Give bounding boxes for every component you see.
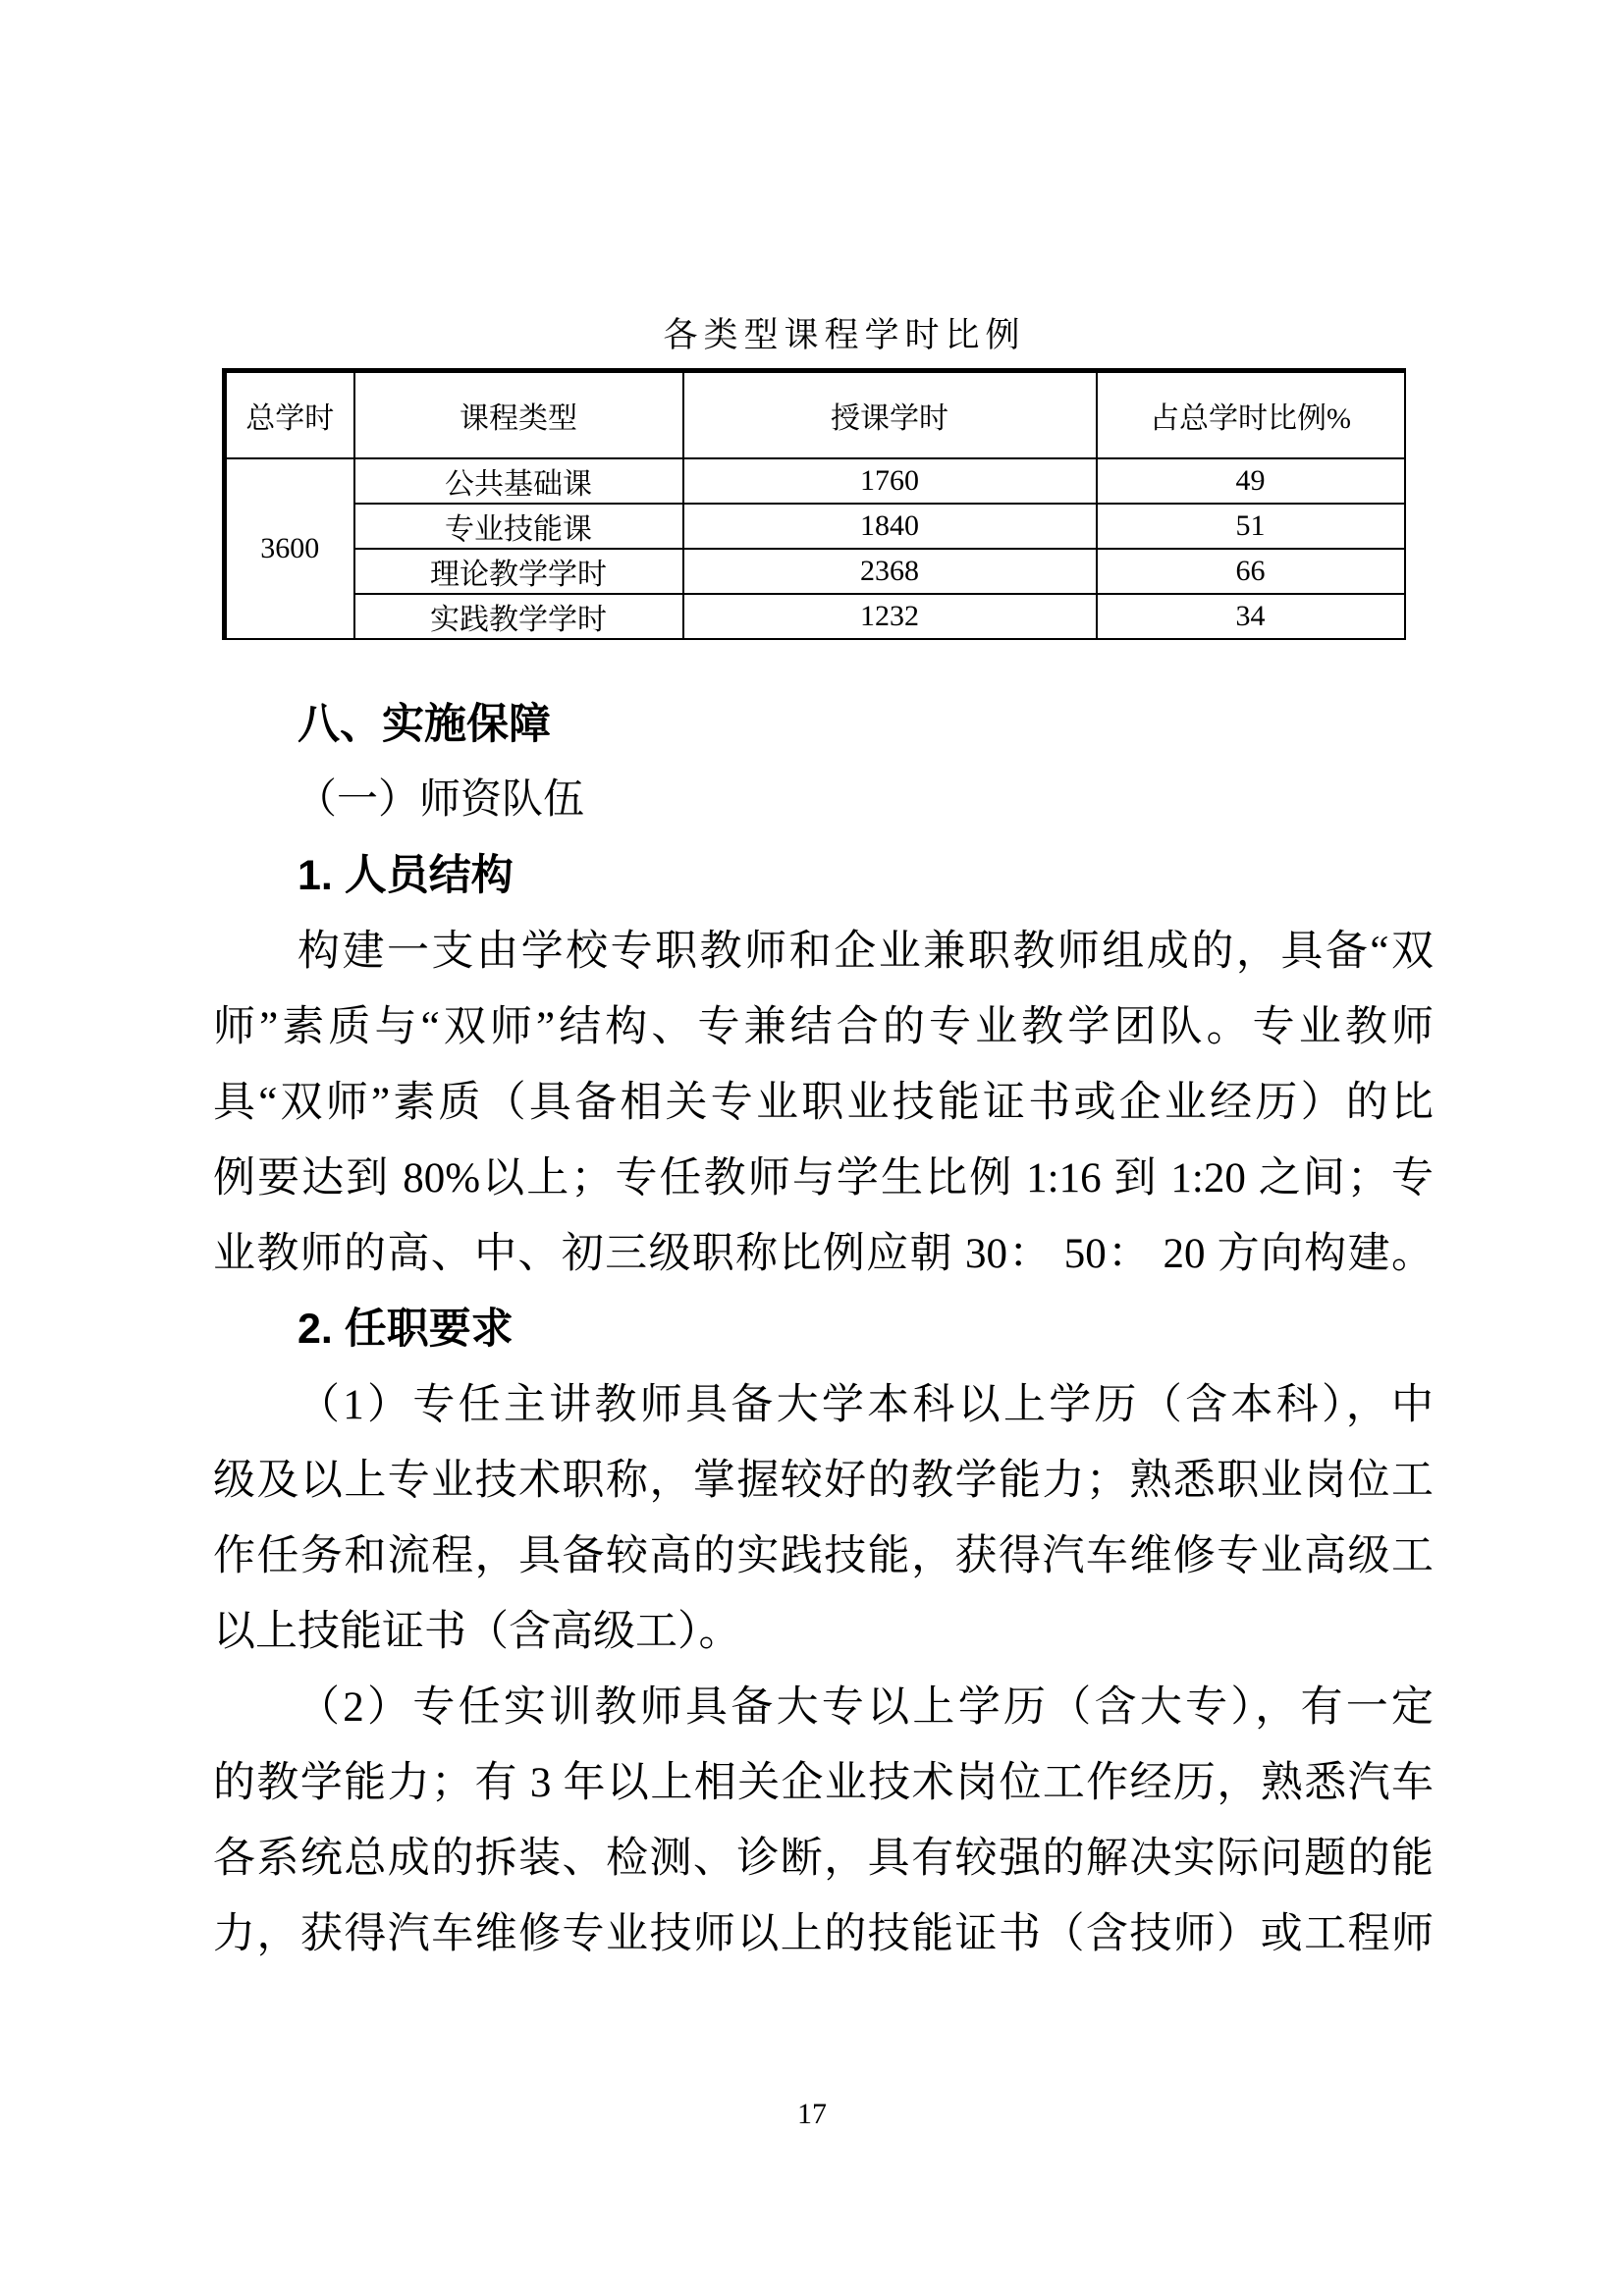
- cell-hours: 1840: [683, 504, 1097, 549]
- header-total-hours: 总学时: [225, 371, 354, 458]
- paragraph-line: 力，获得汽车维修专业技师以上的技能证书（含技师）或工程师: [213, 1911, 1434, 1957]
- table-row: [225, 549, 1405, 594]
- cell-course-type: 理论教学学时: [354, 549, 683, 594]
- item-heading-1: 1. 人员结构: [298, 852, 514, 899]
- paragraph-line: 具“双师”素质（具备相关专业职业技能证书或企业经历）的比: [213, 1080, 1434, 1126]
- paragraph-line: （2）专任实训教师具备大专以上学历（含大专），有一定: [298, 1684, 1434, 1731]
- cell-course-type: 实践教学学时: [354, 594, 683, 639]
- paragraph-line: 例要达到 80%以上；专任教师与学生比例 1:16 到 1:20 之间；专: [213, 1155, 1434, 1201]
- cell-percent: 49: [1097, 458, 1405, 504]
- cell-hours: 1232: [683, 594, 1097, 639]
- cell-percent: 51: [1097, 504, 1405, 549]
- paragraph-line: 业教师的高、中、初三级职称比例应朝 30： 50： 20 方向构建。: [213, 1231, 1434, 1277]
- paragraph-line: （1）专任主讲教师具备大学本科以上学历（含本科），中: [298, 1382, 1434, 1428]
- paragraph-line: 作任务和流程，具备较高的实践技能，获得汽车维修专业高级工: [213, 1533, 1434, 1579]
- paragraph-line: 各系统总成的拆装、检测、诊断，具有较强的解决实际问题的能: [213, 1836, 1434, 1882]
- page-number: 17: [797, 2098, 827, 2130]
- cell-percent: 34: [1097, 594, 1405, 639]
- cell-course-type: 公共基础课: [354, 458, 683, 504]
- cell-hours: 2368: [683, 549, 1097, 594]
- subsection-heading: （一）师资队伍: [296, 777, 585, 823]
- table-row: [225, 504, 1405, 549]
- paragraph-line: 构建一支由学校专职教师和企业兼职教师组成的，具备“双: [298, 929, 1434, 975]
- header-course-type: 课程类型: [354, 371, 683, 458]
- table-title: 各类型课程学时比例: [663, 316, 1026, 354]
- table-header-row: [225, 371, 1405, 458]
- cell-percent: 66: [1097, 549, 1405, 594]
- paragraph-line: 级及以上专业技术职称，掌握较好的教学能力；熟悉职业岗位工: [213, 1458, 1434, 1504]
- header-percent: 占总学时比例%: [1097, 371, 1405, 458]
- item-heading-2: 2. 任职要求: [298, 1306, 514, 1353]
- cell-course-type: 专业技能课: [354, 504, 683, 549]
- paragraph-line: 的教学能力；有 3 年以上相关企业技术岗位工作经历，熟悉汽车: [213, 1760, 1434, 1806]
- table-row: [225, 458, 1405, 504]
- course-hours-table: [222, 368, 1406, 640]
- body-text-block: [213, 687, 1434, 1972]
- paragraph-line: 师”素质与“双师”结构、专兼结合的专业教学团队。专业教师: [213, 1004, 1434, 1050]
- paragraph-line: 以上技能证书（含高级工）。: [213, 1609, 741, 1655]
- cell-total-hours: 3600: [225, 458, 354, 639]
- table-row: [225, 594, 1405, 639]
- section-heading: 八、实施保障: [298, 701, 551, 748]
- header-teaching-hours: 授课学时: [683, 371, 1097, 458]
- cell-hours: 1760: [683, 458, 1097, 504]
